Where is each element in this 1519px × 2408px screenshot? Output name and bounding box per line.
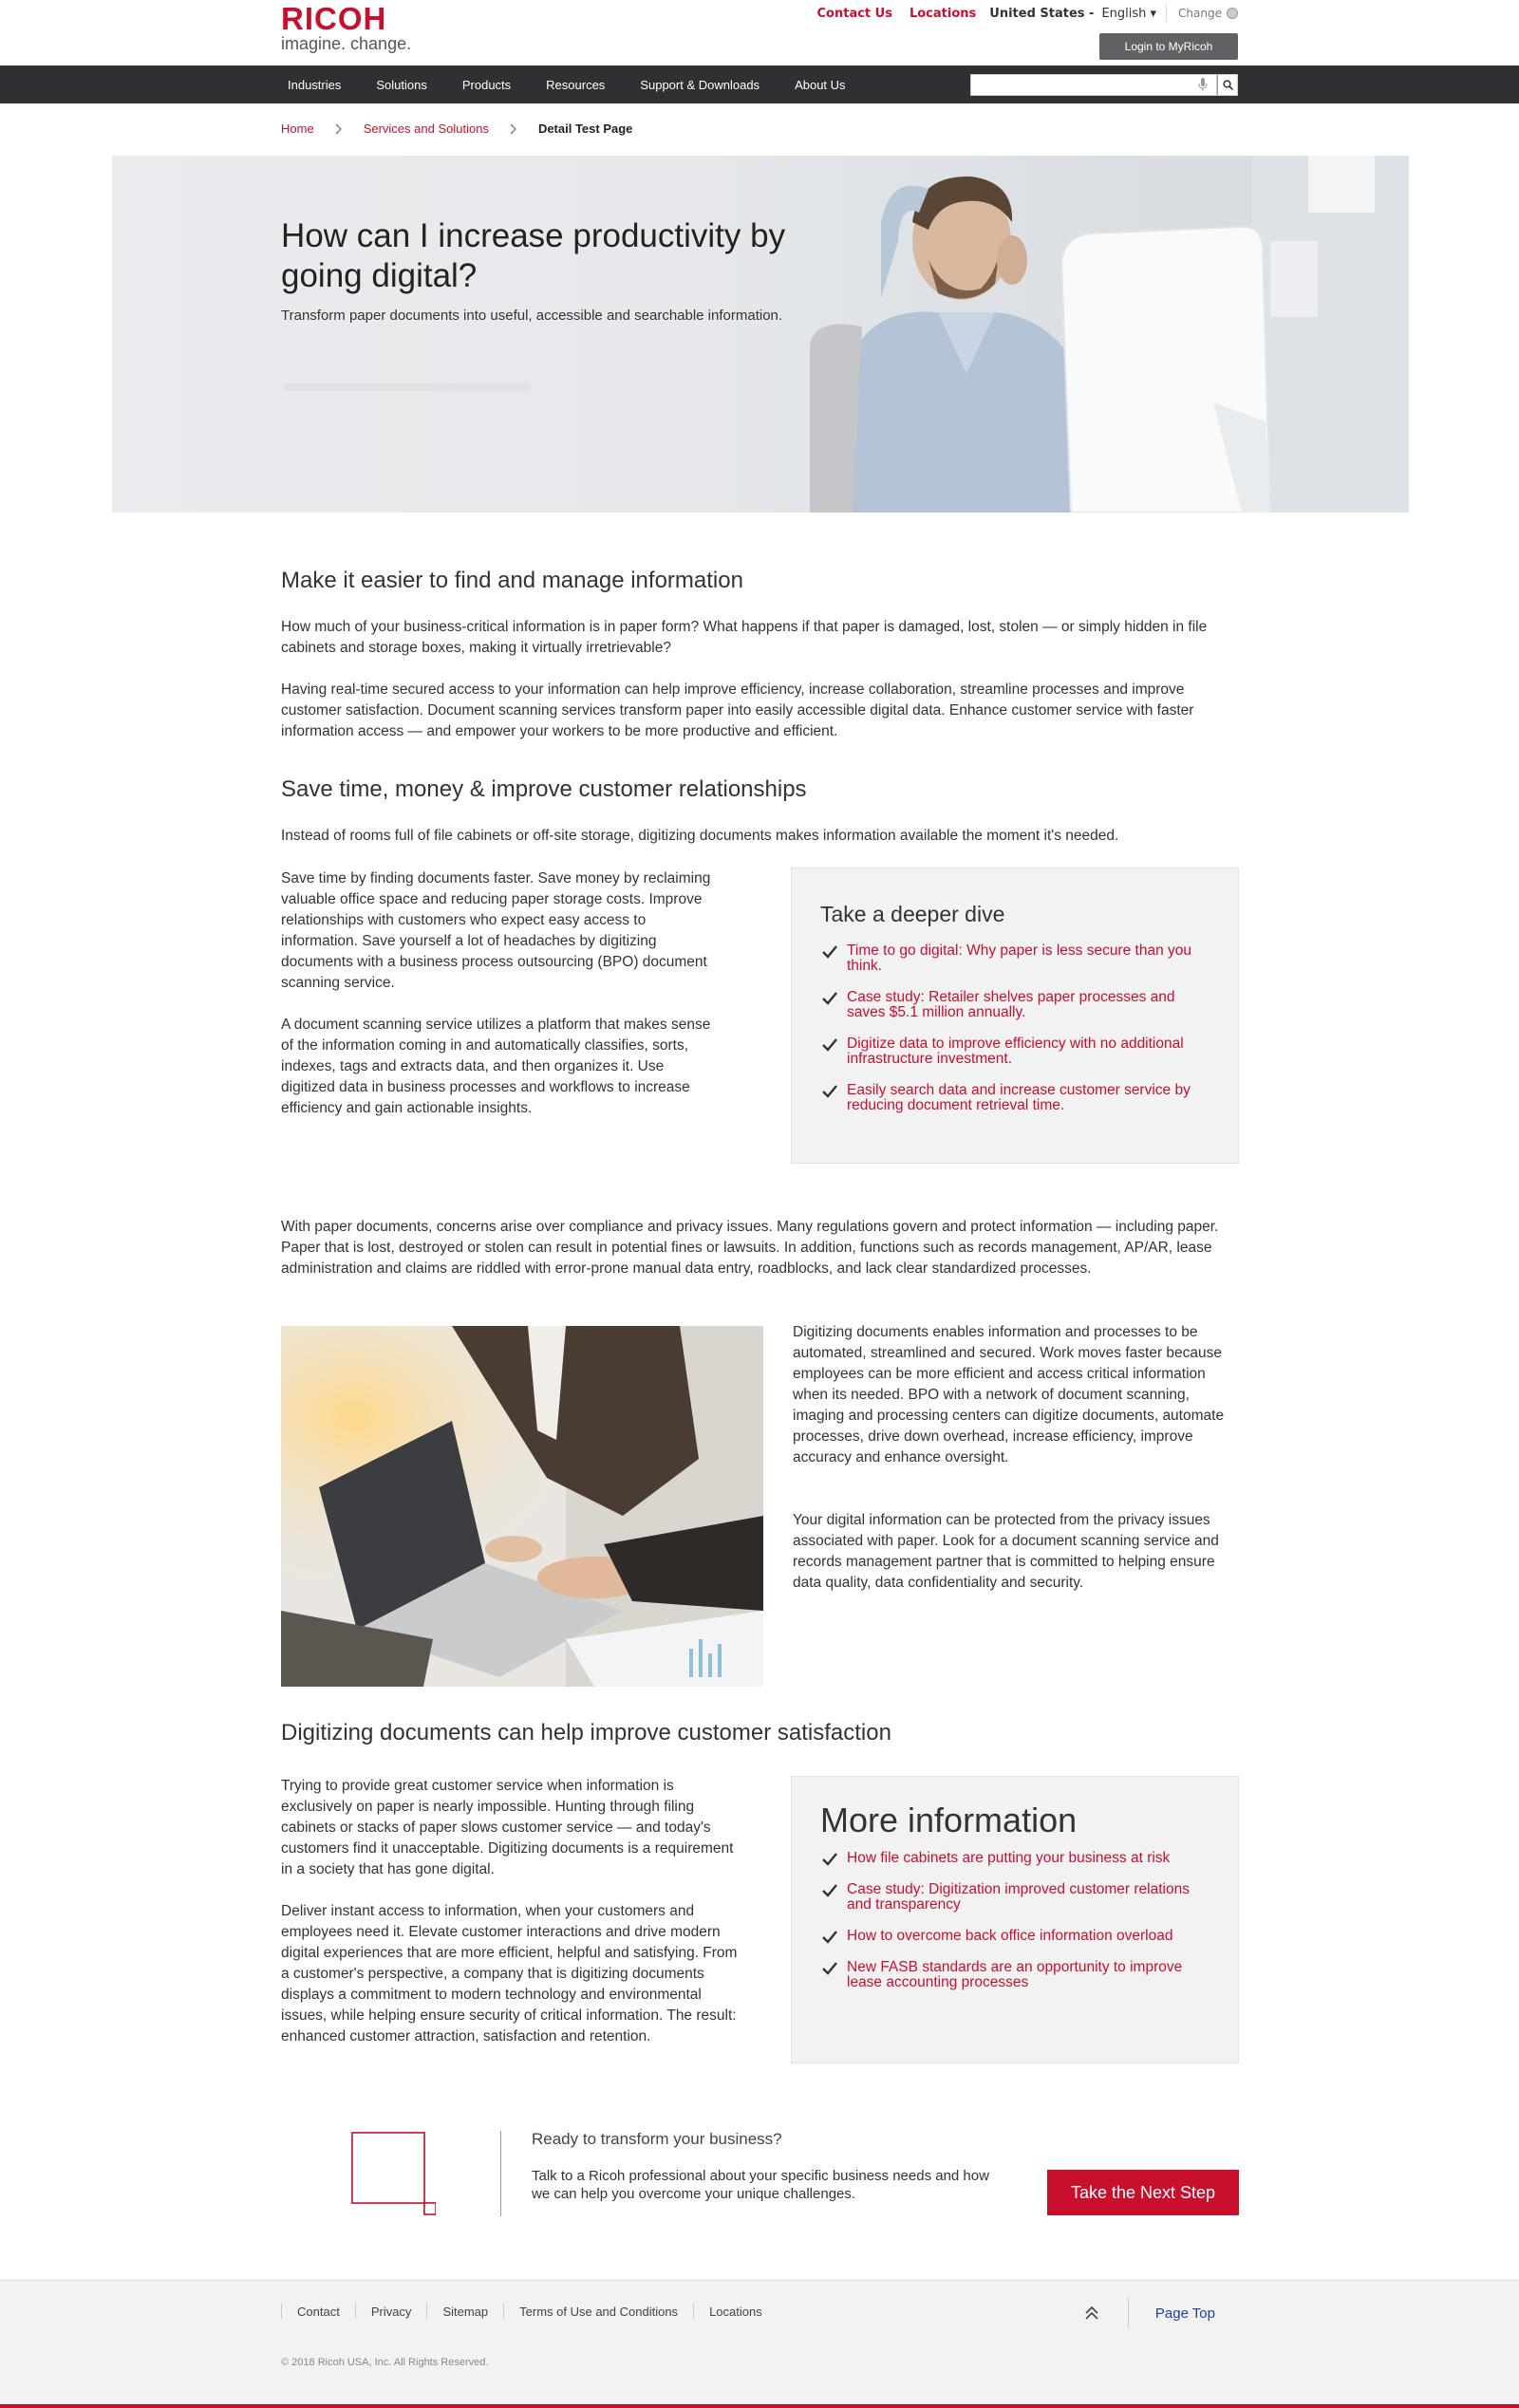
footer-link-sitemap[interactable]: Sitemap xyxy=(442,2304,489,2319)
divider xyxy=(1166,5,1167,22)
breadcrumb-current: Detail Test Page xyxy=(537,121,633,136)
cta-divider xyxy=(500,2131,501,2216)
country-label: United States - xyxy=(989,6,1095,21)
paragraph: Save time by finding documents faster. Save money by reclaiming valuable office space and reducing paper storage costs. Improve relationships with customers who expect easy access to information. Save yourself a lot of headaches by digitizing documents with a business process outsourcing (BPO) document scanning service. xyxy=(281,870,711,991)
document-icon xyxy=(350,2131,436,2216)
list-item[interactable] xyxy=(822,1083,1202,1113)
hero-subtitle: Transform paper documents into useful, accessible and searchable information. xyxy=(281,308,783,324)
more-information-link[interactable]: New FASB standards are an opportunity to improve lease accounting processes xyxy=(847,1959,1183,1990)
breadcrumb xyxy=(281,121,632,136)
site-header xyxy=(0,0,1519,65)
hero-title: How can I increase productivity by going digital? xyxy=(281,217,786,294)
footer-link-terms[interactable]: Terms of Use and Conditions xyxy=(519,2304,679,2319)
language-selector[interactable]: English ▾ xyxy=(1101,6,1157,21)
main-nav xyxy=(0,65,1519,103)
take-next-step-button[interactable]: Take the Next Step xyxy=(1047,2170,1239,2215)
search-box xyxy=(970,74,1238,96)
page-top-link[interactable]: Page Top xyxy=(1154,2305,1215,2322)
deeper-dive-link[interactable]: Case study: Retailer shelves paper processes and saves $5.1 million annually. xyxy=(847,989,1175,1020)
nav-item-industries[interactable]: Industries xyxy=(288,77,342,92)
footer-links xyxy=(281,2304,778,2319)
more-information-link[interactable]: How file cabinets are putting your business at risk xyxy=(847,1850,1171,1866)
laptop-image xyxy=(281,1326,763,1687)
checkmark-icon xyxy=(822,1962,837,1975)
chevron-right-icon xyxy=(335,123,343,135)
checkmark-icon xyxy=(822,1085,837,1098)
nav-item-solutions[interactable]: Solutions xyxy=(376,77,427,92)
paragraph: Deliver instant access to information, when your customers and employees need it. Elevate customer interactions and drive modern digital experiences that are more efficient, helpful and satisfying. From a customer's perspective, a company that is digitizing documents displays a commitment to modern technology and environmental issues, while helping ensure security of critical information. The result: enhanced customer attraction, satisfaction and retention. xyxy=(281,1903,738,2044)
hero-image xyxy=(112,156,1409,513)
paragraph: Trying to provide great customer service when information is exclusively on paper is nearly impossible. Hunting through filing cabinets or stacks of paper slows customer service — and today's customers find it unacceptable. Digitizing documents is a requirement in a society that has gone digital. xyxy=(281,1778,734,1877)
paragraph: Having real-time secured access to your information can help improve efficiency, increase collaboration, streamline processes and improve customer satisfaction. Document scanning services transform paper into easily accessible digital data. Enhance customer service with faster information access — and empower your workers to be more productive and efficient. xyxy=(281,681,1194,739)
list-item[interactable] xyxy=(822,1036,1202,1067)
nav-item-resources[interactable]: Resources xyxy=(546,77,606,92)
deeper-dive-link[interactable]: Digitize data to improve efficiency with no additional infrastructure investment. xyxy=(847,1036,1184,1067)
microphone-icon[interactable] xyxy=(1198,78,1208,92)
paragraph: Your digital information can be protected from the privacy issues associated with paper. Look for a document scanning service and records management partner that is committed to helping ensure data quality, data confidentiality and security. xyxy=(793,1512,1219,1591)
nav-item-products[interactable]: Products xyxy=(461,77,512,92)
breadcrumb-home[interactable]: Home xyxy=(281,121,314,136)
globe-icon xyxy=(1227,8,1238,19)
checkmark-icon xyxy=(822,992,837,1005)
footer-link-contact[interactable]: Contact xyxy=(297,2304,340,2319)
search-input[interactable] xyxy=(970,74,1217,96)
list-item[interactable] xyxy=(822,1851,1202,1866)
logo-tagline: imagine. change. xyxy=(281,34,412,53)
footer-link-locations[interactable]: Locations xyxy=(709,2304,762,2319)
section-heading-find-manage: Make it easier to find and manage information xyxy=(281,568,743,593)
more-information-title: More information xyxy=(820,1801,1078,1839)
nav-item-about-us[interactable]: About Us xyxy=(795,77,846,92)
divider xyxy=(1128,2298,1129,2328)
deeper-dive-box xyxy=(791,868,1239,1164)
list-item[interactable] xyxy=(822,1960,1202,1990)
search-button[interactable] xyxy=(1217,74,1238,96)
paragraph: How much of your business-critical information is in paper form? What happens if that paper is damaged, lost, stolen — or simply hidden in file cabinets and storage boxes, making it virtually irretrievable? xyxy=(281,619,1208,656)
cta-text: Talk to a Ricoh professional about your specific business needs and how we can help you overcome your unique challenges. xyxy=(532,2168,989,2202)
change-label: Change xyxy=(1178,7,1222,20)
utility-bar xyxy=(800,4,1239,23)
ricoh-logo[interactable] xyxy=(281,2,411,52)
more-information-list xyxy=(822,1851,1202,2007)
chevron-right-icon xyxy=(510,123,517,135)
more-information-link[interactable]: How to overcome back office information overload xyxy=(847,1928,1173,1944)
footer-accent-bar xyxy=(0,2404,1519,2408)
login-myricoh-button[interactable]: Login to MyRicoh xyxy=(1099,33,1238,60)
checkmark-icon xyxy=(822,945,837,959)
checkmark-icon xyxy=(822,1931,837,1944)
locations-link[interactable]: Locations xyxy=(909,6,977,21)
section-heading-customer-satisfaction: Digitizing documents can help improve customer satisfaction xyxy=(281,1720,891,1745)
change-region-link[interactable] xyxy=(1178,7,1238,20)
deeper-dive-list xyxy=(822,943,1202,1129)
nav-item-support-downloads[interactable]: Support & Downloads xyxy=(640,77,760,92)
list-item[interactable] xyxy=(822,990,1202,1020)
list-item[interactable] xyxy=(822,943,1202,974)
paragraph: Digitizing documents enables information and processes to be automated, streamlined and secured. Work moves faster because employees can be more efficient and access critical information when its needed. BPO with a network of document scanning, imaging and processing centers can digitize documents, automate processes, drive down overhead, increase efficiency, improve accuracy and enhance oversight. xyxy=(793,1324,1225,1465)
deeper-dive-link[interactable]: Easily search data and increase customer service by reducing document retrieval time. xyxy=(847,1082,1191,1113)
paragraph: Instead of rooms full of file cabinets or off-site storage, digitizing documents makes information available the moment it's needed. xyxy=(281,828,1119,844)
checkmark-icon xyxy=(822,1853,837,1866)
deeper-dive-link[interactable]: Time to go digital: Why paper is less secure than you think. xyxy=(847,943,1191,974)
laptop-photo xyxy=(281,1326,763,1687)
paragraph: A document scanning service utilizes a platform that makes sense of the information coming in and automatically classifies, sorts, indexes, tags and extracts data, and then organizes it. Use digitized data in business processes and workflows to increase efficiency and gain actionable insights. xyxy=(281,1017,711,1116)
more-information-box xyxy=(791,1776,1239,2063)
hero-banner xyxy=(112,156,1409,513)
breadcrumb-services[interactable]: Services and Solutions xyxy=(363,121,489,136)
section-heading-save-time: Save time, money & improve customer relationships xyxy=(281,776,807,802)
site-footer xyxy=(0,2280,1519,2408)
search-icon xyxy=(1223,80,1233,90)
checkmark-icon xyxy=(822,1884,837,1897)
deeper-dive-title: Take a deeper dive xyxy=(820,902,1005,926)
copyright: © 2018 Ricoh USA, Inc. All Rights Reserved. xyxy=(281,2357,489,2368)
cta-question: Ready to transform your business? xyxy=(532,2130,782,2148)
more-information-link[interactable]: Case study: Digitization improved customer relations and transparency xyxy=(847,1881,1190,1913)
logo-wordmark: RICOH xyxy=(281,1,387,36)
paragraph: With paper documents, concerns arise over compliance and privacy issues. Many regulations govern and protect information — including paper. Paper that is lost, destroyed or stolen can result in potential fines or lawsuits. In addition, functions such as records management, AP/AR, lease administration and claims are riddled with error-prone manual data entry, roadblocks, and lack clear standardized processes. xyxy=(281,1219,1219,1277)
list-item[interactable] xyxy=(822,1882,1202,1913)
checkmark-icon xyxy=(822,1038,837,1052)
footer-link-privacy[interactable]: Privacy xyxy=(370,2304,412,2319)
contact-us-link[interactable]: Contact Us xyxy=(816,6,892,21)
page-top-control xyxy=(1082,2298,1238,2328)
list-item[interactable] xyxy=(822,1929,1202,1944)
double-chevron-up-icon[interactable] xyxy=(1082,2304,1101,2323)
